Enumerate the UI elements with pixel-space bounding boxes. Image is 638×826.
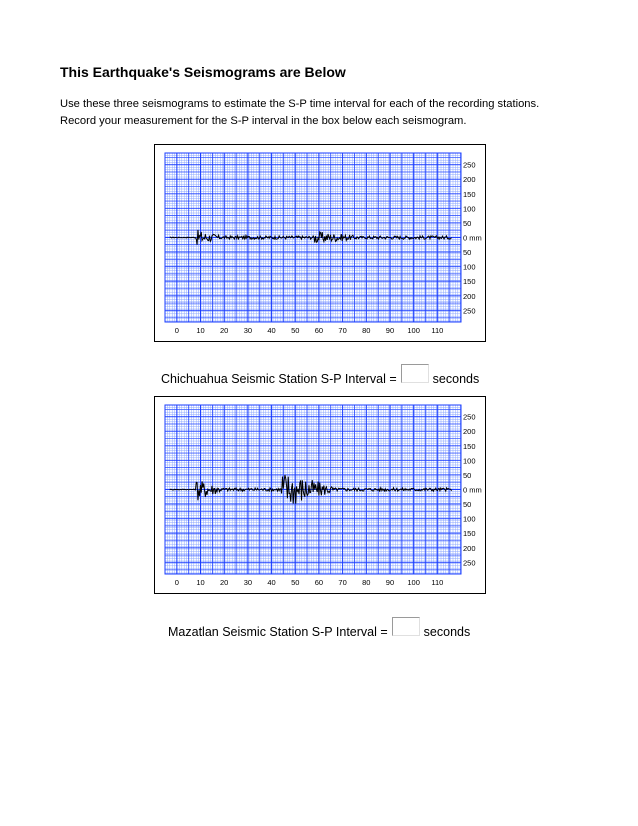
seismogram-mazatlan xyxy=(154,396,486,594)
time-tick-label: 0 xyxy=(174,326,179,335)
amplitude-tick-label: 200 xyxy=(463,427,476,437)
time-tick-label: 80 xyxy=(362,578,371,587)
amplitude-tick-label: 250 xyxy=(463,160,476,170)
amplitude-tick-label: 250 xyxy=(463,558,476,568)
seismogram-chichuahua xyxy=(154,144,486,342)
amplitude-tick-label: 100 xyxy=(463,262,476,272)
time-tick-label: 110 xyxy=(431,578,444,587)
time-tick-label: 80 xyxy=(362,326,371,335)
instructions xyxy=(60,96,600,130)
time-tick-label: 90 xyxy=(385,578,395,587)
time-tick-label: 50 xyxy=(291,326,300,335)
amplitude-tick-label: 200 xyxy=(463,291,476,301)
time-tick-label: 40 xyxy=(267,578,276,587)
answer-row-mazatlan xyxy=(168,617,470,639)
time-tick-label: 20 xyxy=(220,578,229,587)
time-tick-label: 100 xyxy=(407,326,420,335)
units-label: seconds xyxy=(432,372,480,386)
station-label: Mazatlan Seismic Station S-P Interval = xyxy=(168,625,388,639)
time-tick-label: 10 xyxy=(196,578,205,587)
units-label: seconds xyxy=(423,625,471,639)
amplitude-tick-label: 100 xyxy=(463,204,476,214)
time-tick-label: 110 xyxy=(431,326,444,335)
page-title: This Earthquake's Seismograms are Below xyxy=(60,64,346,80)
time-tick-label: 0 xyxy=(174,578,179,587)
time-tick-label: 60 xyxy=(314,326,324,335)
time-tick-label: 30 xyxy=(243,578,253,587)
time-tick-label: 70 xyxy=(338,578,347,587)
sp-interval-input-box[interactable] xyxy=(401,364,429,383)
seismogram-plot xyxy=(155,397,485,593)
time-tick-label: 60 xyxy=(314,578,324,587)
amplitude-tick-label: 150 xyxy=(463,189,476,199)
instructions-line-2: Record your measurement for the S-P interval in the box below each seismogram. xyxy=(60,115,467,127)
amplitude-tick-label: 150 xyxy=(463,529,476,539)
amplitude-tick-label: 250 xyxy=(463,412,476,422)
amplitude-tick-label: 50 xyxy=(463,248,472,258)
time-tick-label: 40 xyxy=(267,326,276,335)
amplitude-tick-label: 50 xyxy=(463,218,472,228)
time-tick-label: 30 xyxy=(243,326,253,335)
instructions-line-1: Use these three seismograms to estimate the S-P time interval for each of the recording stations. xyxy=(60,98,540,110)
answer-row-chichuahua xyxy=(161,364,479,386)
time-tick-label: 20 xyxy=(220,326,229,335)
amplitude-tick-label: 150 xyxy=(463,441,476,451)
time-tick-label: 10 xyxy=(196,326,205,335)
seismogram-plot xyxy=(155,145,485,341)
amplitude-tick-label: 150 xyxy=(463,277,476,287)
amplitude-tick-label: 0 mm xyxy=(463,485,482,495)
amplitude-tick-label: 100 xyxy=(463,514,476,524)
amplitude-tick-label: 50 xyxy=(463,470,472,480)
time-tick-label: 50 xyxy=(291,578,300,587)
time-tick-label: 70 xyxy=(338,326,347,335)
amplitude-tick-label: 50 xyxy=(463,500,472,510)
amplitude-tick-label: 100 xyxy=(463,456,476,466)
amplitude-tick-label: 200 xyxy=(463,175,476,185)
station-label: Chichuahua Seismic Station S-P Interval = xyxy=(161,372,397,386)
time-tick-label: 100 xyxy=(407,578,420,587)
sp-interval-input-box[interactable] xyxy=(392,617,420,636)
time-tick-label: 90 xyxy=(385,326,395,335)
amplitude-tick-label: 0 mm xyxy=(463,233,482,243)
amplitude-tick-label: 250 xyxy=(463,306,476,316)
amplitude-tick-label: 200 xyxy=(463,543,476,553)
